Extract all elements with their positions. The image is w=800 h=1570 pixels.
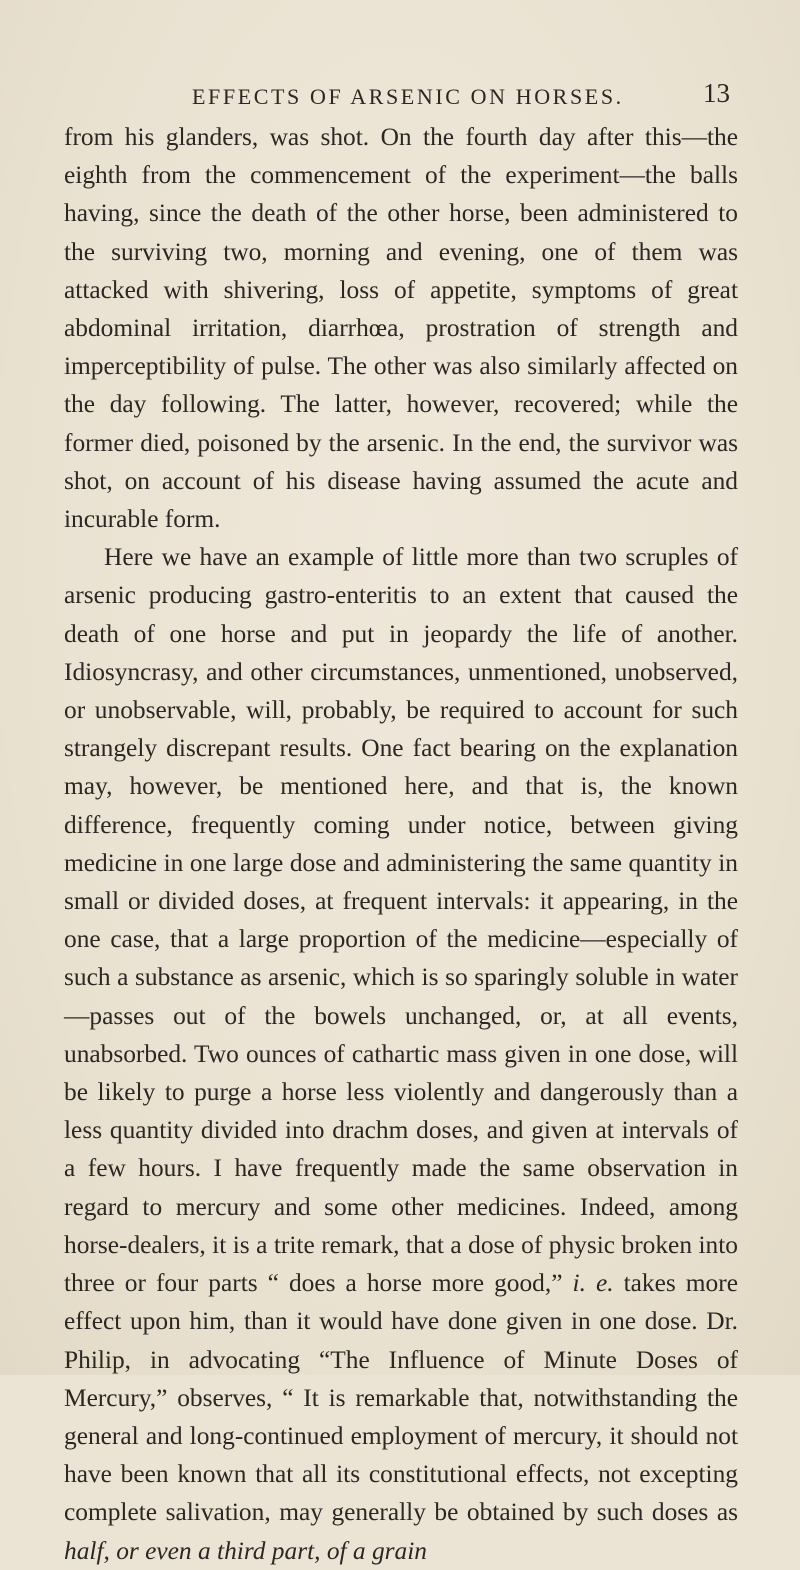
paragraph-1: [64, 118, 738, 538]
running-title: EFFECTS OF ARSENIC ON HORSES.: [192, 84, 624, 109]
running-head: [64, 74, 738, 114]
page-number: 13: [703, 78, 730, 108]
paragraph-1-text: from his glanders, was shot. On the fourth day after this—the eighth from the commencement of the experiment—the balls having, since the death of the other horse, been administered to the surviving two, morning and evening, one of them was attacked with shivering, loss of appetite, symptoms of great abdominal irritation, diarrhœa, prostration of strength and imperceptibility of pulse. The other was also similarly affected on the day following. The latter, however, recovered; while the former died, poisoned by the arsenic. In the end, the survivor was shot, on account of his disease having assumed the acute and incurable form.: [64, 123, 738, 534]
paragraph-2-italic-end: half, or even a third part, of a grain: [64, 1536, 427, 1565]
body-text: [64, 118, 738, 1570]
paragraph-2-text-middle: takes more effect upon him, than it would have done given in one dose. Dr. Philip, in advocating “The Influence of Minute Doses of Mercury,” observes, “ It is remarkable that, notwithstanding the general and long-continued employment of mercury, it should not have been known that all its constitutional effects, not excepting complete salivation, may generally be obtained by such doses as: [64, 1269, 738, 1527]
paragraph-2: [64, 538, 738, 1569]
paragraph-2-italic-ie: i. e.: [572, 1269, 614, 1298]
paragraph-2-text-start: Here we have an example of little more than two scruples of arsenic producing gastro-enteritis to an extent that caused the death of one horse and put in jeopardy the life of another. Idiosyncrasy, and other circumstances, unmentioned, unobserved, or unobservable, will, probably, be required to account for such strangely discrepant results. One fact bearing on the explanation may, however, be mentioned here, and that is, the known difference, frequently coming under notice, between giving medicine in one large dose and administering the same quantity in small or divided doses, at frequent intervals: it appearing, in the one case, that a large proportion of the medicine—especially of such a substance as arsenic, which is so sparingly soluble in water—passes out of the bowels unchanged, or, at all events, unabsorbed. Two ounces of cathartic mass given in one dose, will be likely to purge a horse less violently and dangerously than a less quantity divided into drachm doses, and given at intervals of a few hours. I have frequently made the same observation in regard to mercury and some other medicines. Indeed, among horse-dealers, it is a trite remark, that a dose of physic broken into three or four parts “ does a horse more good,”: [64, 543, 738, 1298]
